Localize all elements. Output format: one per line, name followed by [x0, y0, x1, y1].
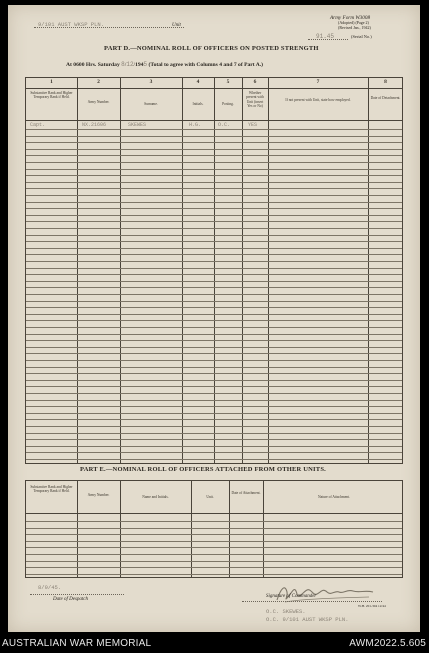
column-number: 2	[97, 79, 100, 85]
date-day: 8	[121, 61, 125, 68]
ruled-line	[26, 241, 402, 242]
ruled-line	[26, 554, 402, 555]
ruled-line	[26, 195, 402, 196]
despatch-label: Date of Despatch	[53, 597, 88, 602]
ruled-line	[26, 274, 402, 275]
ruled-line	[26, 261, 402, 262]
ruled-line	[26, 406, 402, 407]
column-number: 5	[226, 79, 230, 85]
column-header: Nature of Attachment.	[317, 495, 351, 499]
ruled-line	[26, 534, 402, 535]
ruled-line	[26, 314, 402, 315]
ruled-line	[26, 235, 402, 236]
ruled-line	[26, 439, 402, 440]
part-d-table	[25, 77, 403, 464]
column-number: 8	[384, 79, 387, 85]
row1-initials: H.G.	[189, 122, 202, 128]
ruled-line	[26, 208, 402, 209]
ruled-line	[26, 386, 402, 387]
serial-typed-value: 91.45	[316, 33, 335, 40]
row1-surname: SKEWES	[128, 122, 147, 128]
ruled-line	[26, 215, 402, 216]
row1-rank: Capt.	[30, 122, 46, 128]
ruled-line	[26, 353, 402, 354]
ruled-line	[26, 221, 402, 222]
ruled-line	[26, 574, 402, 575]
ruled-line	[26, 561, 402, 562]
unit-label: Unit	[172, 23, 181, 28]
ruled-line	[26, 182, 402, 183]
column-header: Army Number.	[87, 100, 110, 104]
ruled-line	[26, 393, 402, 394]
column-number: 3	[149, 79, 153, 85]
date-prefix: At 0600 Hrs. Saturday	[66, 62, 120, 68]
ruled-line	[26, 433, 402, 434]
ruled-line	[26, 202, 402, 203]
ruled-line	[26, 268, 402, 269]
commander-unit-typed: O.C. 9/101 AUST WKSP PLN.	[266, 616, 349, 623]
ruled-line	[26, 175, 402, 176]
commander-label: Signature of Commander	[266, 594, 317, 599]
column-header: Date of Detachment.	[370, 96, 401, 100]
ruled-line	[26, 360, 402, 361]
ruled-line	[26, 459, 402, 460]
ruled-line	[26, 169, 402, 170]
column-header: Whether present with Unit (insert Yes or No)	[246, 91, 264, 109]
column-header: Surname.	[144, 102, 158, 106]
form-sheet	[8, 5, 420, 632]
date-year-digit: 5	[143, 61, 148, 68]
column-header: Substantive Rank and Higher Temporary Rank if Held.	[30, 91, 73, 100]
ruled-line	[26, 547, 402, 548]
ruled-line	[26, 149, 402, 150]
part-e-title: PART E.—NOMINAL ROLL OF OFFICERS ATTACHED FROM OTHER UNITS.	[80, 466, 326, 473]
row1-present: YES	[248, 122, 258, 128]
column-number: 7	[316, 79, 320, 85]
despatch-date-typed: 8/9/45.	[38, 584, 62, 591]
column-header: If not present with Unit, state how employed.	[285, 98, 351, 102]
ruled-line	[26, 446, 402, 447]
ruled-line	[26, 373, 402, 374]
column-header: Substantive Rank and Higher Temporary Rank if Held.	[30, 485, 73, 494]
column-header: Name and Initials.	[142, 495, 169, 499]
ruled-line	[26, 347, 402, 348]
ruled-line	[26, 419, 402, 420]
printer-code: W.H. 201-304 12/44	[358, 604, 386, 608]
ruled-line	[26, 541, 402, 542]
commander-signature	[273, 580, 377, 606]
serial-label: (Serial No.)	[351, 34, 372, 39]
part-e-table	[25, 480, 403, 578]
footer-right: AWM2022.5.605	[349, 638, 426, 649]
part-d-date-line: At 0600 Hrs. Saturday 8/12/1945 (Total to agree with Columns 4 and 7 of Part A.)	[66, 61, 264, 68]
form-id: Army Form W3008	[330, 15, 371, 21]
ruled-line	[26, 327, 402, 328]
ruled-line	[26, 528, 402, 529]
ruled-line	[26, 307, 402, 308]
ruled-line	[26, 294, 402, 295]
ruled-line	[26, 254, 402, 255]
row1-army-number: NX.21606	[82, 122, 107, 128]
date-year-prefix: 194	[135, 62, 144, 68]
ruled-line	[26, 452, 402, 453]
form-revised: (Revised Jan., 1942)	[338, 25, 371, 30]
column-number: 4	[196, 79, 200, 85]
footer-left: AUSTRALIAN WAR MEMORIAL	[2, 638, 152, 649]
column-number: 6	[253, 79, 257, 85]
column-number: 1	[50, 79, 53, 85]
ruled-line	[26, 521, 402, 522]
ruled-line	[26, 567, 402, 568]
date-suffix: (Total to agree with Columns 4 and 7 of Part A.)	[148, 62, 264, 68]
unit-typed-value: 9/101 AUST WKSP PLN.	[38, 21, 105, 28]
ruled-line	[26, 281, 402, 282]
ruled-line	[26, 400, 402, 401]
ruled-line	[26, 380, 402, 381]
column-header: Initials.	[192, 102, 204, 106]
form-adopted: (Adopted) (Page 2)	[338, 20, 369, 25]
column-header: Posting.	[222, 102, 234, 106]
despatch-date-line	[30, 594, 124, 595]
ruled-line	[26, 426, 402, 427]
ruled-line	[26, 136, 402, 137]
ruled-line	[26, 320, 402, 321]
ruled-line	[26, 248, 402, 249]
ruled-line	[26, 155, 402, 156]
ruled-line	[26, 367, 402, 368]
ruled-line	[26, 188, 402, 189]
ruled-line	[26, 413, 402, 414]
column-header: Army Number.	[87, 493, 110, 497]
ruled-line	[26, 301, 402, 302]
ruled-line	[26, 162, 402, 163]
column-header: Unit.	[206, 495, 214, 499]
part-d-title: PART D.—NOMINAL ROLL OF OFFICERS ON POSTED STRENGTH	[104, 45, 319, 52]
row1-posting: O.C.	[218, 122, 231, 128]
commander-name-typed: O.C. SKEWES.	[266, 608, 306, 615]
ruled-line	[26, 228, 402, 229]
ruled-line	[26, 142, 402, 143]
signature-line	[242, 601, 382, 602]
column-header: Date of Attachment.	[231, 491, 261, 495]
ruled-line	[26, 129, 402, 130]
ruled-line	[26, 334, 402, 335]
date-month: 12	[126, 61, 134, 68]
ruled-line	[26, 340, 402, 341]
ruled-line	[26, 287, 402, 288]
